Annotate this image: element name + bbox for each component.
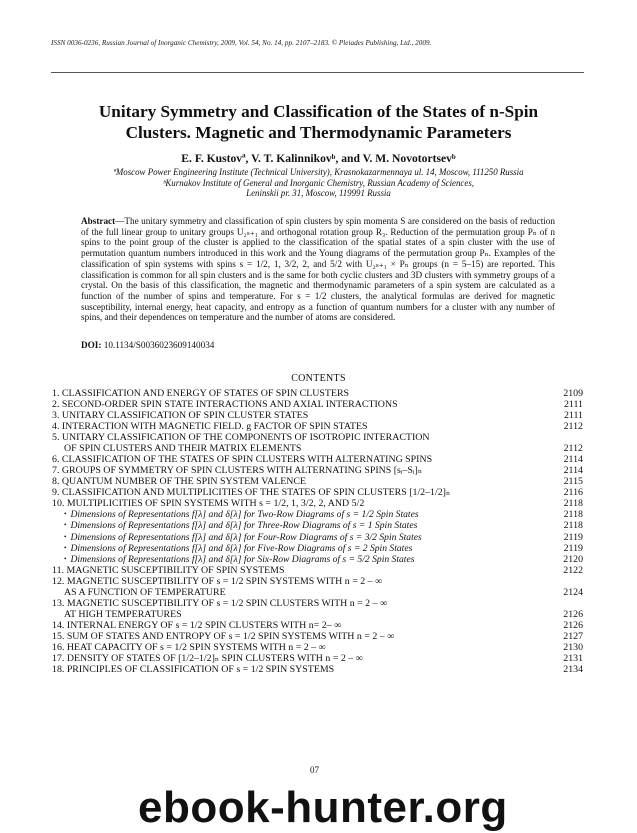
toc-page-number: 2124 xyxy=(563,586,583,598)
journal-header: ISSN 0036-0236, Russian Journal of Inorganic Chemistry, 2009, Vol. 54, No. 14, pp. 2107–2183. © Pleiades Publishing, Ltd., 2009. xyxy=(51,39,432,47)
toc-entry[interactable] xyxy=(52,565,583,576)
toc-page-number: 2114 xyxy=(563,454,583,465)
toc-entry[interactable] xyxy=(52,620,583,631)
title-line-2: Clusters. Magnetic and Thermodynamic Parameters xyxy=(125,123,512,142)
toc-entry-title-continued: OF SPIN CLUSTERS AND THEIR MATRIX ELEMENTS xyxy=(64,443,302,454)
toc-entry-title: 10. MULTIPLICITIES OF SPIN SYSTEMS WITH s = 1/2, 1, 3/2, 2, AND 5/2 xyxy=(52,498,365,509)
toc-page-number: 2119 xyxy=(563,531,583,543)
toc-entry[interactable] xyxy=(52,388,583,399)
toc-entry-title: 1. CLASSIFICATION AND ENERGY OF STATES OF SPIN CLUSTERS xyxy=(52,388,350,399)
toc-page-number: 2112 xyxy=(563,421,583,432)
toc-page-number: 2122 xyxy=(563,564,583,576)
toc-entry-title-continued: AT HIGH TEMPERATURES xyxy=(64,608,182,620)
toc-page-number: 2118 xyxy=(563,498,583,509)
doi-label: DOI: xyxy=(81,340,102,350)
header-rule xyxy=(51,72,584,73)
abstract xyxy=(81,216,555,323)
toc-page-number: 2126 xyxy=(563,608,583,620)
toc-entry[interactable] xyxy=(52,653,583,664)
toc-entry-title: 4. INTERACTION WITH MAGNETIC FIELD. g FACTOR OF SPIN STATES xyxy=(52,421,368,432)
toc-entry-title: 13. MAGNETIC SUSCEPTIBILITY OF s = 1/2 SPIN CLUSTERS WITH n = 2 – ∞ xyxy=(52,597,388,609)
toc-entry[interactable] xyxy=(52,421,583,432)
title-line-1: Unitary Symmetry and Classification of the States of n-Spin xyxy=(98,102,539,121)
toc-entry-title: • Dimensions of Representations f[λ] and δ[λ] for Two-Row Diagrams of s = 1/2 Spin States xyxy=(52,509,419,520)
toc-entry-title: 15. SUM OF STATES AND ENTROPY OF s = 1/2 SPIN SYSTEMS WITH n = 2 – ∞ xyxy=(52,630,395,642)
affiliation-a: ªMoscow Power Engineering Institute (Technical University), Krasnokazarmennaya ul. 14, Moscow, 111250 Russia xyxy=(113,167,524,177)
authors: E. F. Kustovª, V. T. Kalinnikovᵇ, and V. M. Novotortsevᵇ xyxy=(181,152,456,165)
watermark: ebook-hunter.org xyxy=(138,783,508,832)
doi-link[interactable]: 10.1134/S0036023609140034 xyxy=(103,340,215,350)
toc-entry[interactable] xyxy=(52,664,583,675)
toc-entry[interactable] xyxy=(52,598,583,620)
toc-page-number: 2119 xyxy=(563,542,583,554)
toc-entry-title: • Dimensions of Representations f[λ] and δ[λ] for Four-Row Diagrams of s = 3/2 Spin States xyxy=(52,532,422,543)
toc-entry-title-continued: AS A FUNCTION OF TEMPERATURE xyxy=(64,586,226,598)
toc-page-number: 2131 xyxy=(563,652,583,664)
toc-entry[interactable] xyxy=(52,399,583,410)
toc-subentry[interactable] xyxy=(52,509,583,520)
toc-subentry[interactable] xyxy=(52,532,583,543)
toc-entry-title: 5. UNITARY CLASSIFICATION OF THE COMPONENTS OF ISOTROPIC INTERACTION xyxy=(52,432,430,443)
contents-heading: CONTENTS xyxy=(291,373,346,384)
toc-entry-title: 16. HEAT CAPACITY OF s = 1/2 SPIN SYSTEMS WITH n = 2 – ∞ xyxy=(52,641,326,653)
toc-page-number: 2126 xyxy=(563,619,583,631)
toc-entry-title: 6. CLASSIFICATION OF THE STATES OF SPIN CLUSTERS WITH ALTERNATING SPINS xyxy=(52,454,433,465)
toc-entry[interactable] xyxy=(52,476,583,487)
toc-entry-title: 9. CLASSIFICATION AND MULTIPLICITIES OF THE STATES OF SPIN CLUSTERS [1/2–1/2]ₙ xyxy=(52,487,451,498)
toc-entry-title: 18. PRINCIPLES OF CLASSIFICATION OF s = 1/2 SPIN SYSTEMS xyxy=(52,663,335,675)
toc-subentry[interactable] xyxy=(52,543,583,554)
toc-page-number: 2116 xyxy=(563,487,583,498)
toc-entry[interactable] xyxy=(52,410,583,421)
toc-entry-title: 3. UNITARY CLASSIFICATION OF SPIN CLUSTER STATES xyxy=(52,410,309,421)
toc-page-number: 2112 xyxy=(563,443,583,454)
abstract-label: Abstract xyxy=(81,216,116,226)
toc-entry-title: 7. GROUPS OF SYMMETRY OF SPIN CLUSTERS WITH ALTERNATING SPINS [sᵢ–Sᵢ]ₙ xyxy=(52,465,423,476)
affiliation-b-address: Leninskii pr. 31, Moscow, 119991 Russia xyxy=(246,188,391,199)
toc-page-number: 2111 xyxy=(563,399,583,410)
toc-entry-title: 14. INTERNAL ENERGY OF s = 1/2 SPIN CLUSTERS WITH n= 2– ∞ xyxy=(52,619,342,631)
toc-page-number: 2115 xyxy=(563,476,583,487)
toc-entry[interactable] xyxy=(52,576,583,598)
toc-page-number: 2118 xyxy=(563,520,583,532)
toc-entry[interactable] xyxy=(52,465,583,476)
table-of-contents xyxy=(52,388,583,675)
toc-subentry[interactable] xyxy=(52,520,583,531)
toc-entry[interactable] xyxy=(52,432,583,454)
article-title xyxy=(40,101,597,143)
toc-page-number: 2114 xyxy=(563,465,583,476)
toc-entry-title: • Dimensions of Representations f[λ] and δ[λ] for Six-Row Diagrams of s = 5/2 Spin States xyxy=(52,554,414,565)
toc-entry[interactable] xyxy=(52,454,583,465)
page-number: 07 xyxy=(310,765,319,775)
toc-entry[interactable] xyxy=(52,498,583,509)
toc-entry-title: 12. MAGNETIC SUSCEPTIBILITY OF s = 1/2 SPIN SYSTEMS WITH n = 2 – ∞ xyxy=(52,575,383,587)
toc-entry-title: • Dimensions of Representations f[λ] and δ[λ] for Three-Row Diagrams of s = 1 Spin States xyxy=(52,520,417,531)
toc-page-number: 2111 xyxy=(563,410,583,421)
toc-entry-title: 11. MAGNETIC SUSCEPTIBILITY OF SPIN SYSTEMS xyxy=(52,564,285,576)
toc-entry-title: 17. DENSITY OF STATES OF [1/2–1/2]ₙ SPIN CLUSTERS WITH n = 2 – ∞ xyxy=(52,652,363,664)
abstract-text: —The unitary symmetry and classification of spin clusters by spin momenta S are considered on the basis of reduction of the full linear group to unitary groups U₂ₛ₊₁ and orthogonal rotation group R₃. Reduction of the permutation group Pₙ of n spins to the point group of the cluster is applied to the classification of the spatial states of a spin cluster with the use of permutation quantum numbers introduced in this work and the Young diagrams of the permutation group Pₙ. Examples of the classification of spin systems with spins s = 1/2, 1, 3/2, 2, and 5/2 with U₂ₛ₊₁ × Pₙ groups (n = 5–15) are reported. This classification is common for all spin clusters and is the same for both cyclic clusters and 3D clusters with symmetry groups of a crystal. On the basis of this classification, the magnetic and thermodynamic parameters of a spin system are calculated as a function of the number of spins and temperature. For s = 1/2 clusters, the analytical formulas are derived for magnetic susceptibility, internal energy, heat capacity, and entropy as a function of quantum numbers for a cluster with any number of spins, and their dependences on temperature and the number of atoms are considered. xyxy=(81,216,555,323)
toc-entry[interactable] xyxy=(52,487,583,498)
affiliation-b: ᵇKurnakov Institute of General and Inorganic Chemistry, Russian Academy of Sciences, xyxy=(163,177,474,188)
toc-page-number: 2120 xyxy=(563,553,583,565)
toc-page-number: 2118 xyxy=(563,509,583,521)
toc-entry-title: 2. SECOND-ORDER SPIN STATE INTERACTIONS AND AXIAL INTERACTIONS xyxy=(52,399,398,410)
toc-subentry[interactable] xyxy=(52,554,583,565)
toc-entry[interactable] xyxy=(52,631,583,642)
toc-page-number: 2127 xyxy=(563,630,583,642)
toc-entry[interactable] xyxy=(52,642,583,653)
toc-entry-title: 8. QUANTUM NUMBER OF THE SPIN SYSTEM VALENCE xyxy=(52,476,307,487)
toc-page-number: 2134 xyxy=(563,663,583,675)
toc-entry-title: • Dimensions of Representations f[λ] and δ[λ] for Five-Row Diagrams of s = 2 Spin States xyxy=(52,543,412,554)
toc-page-number: 2130 xyxy=(563,641,583,653)
affiliations xyxy=(40,167,597,199)
doi xyxy=(81,340,214,350)
toc-page-number: 2109 xyxy=(563,388,583,399)
